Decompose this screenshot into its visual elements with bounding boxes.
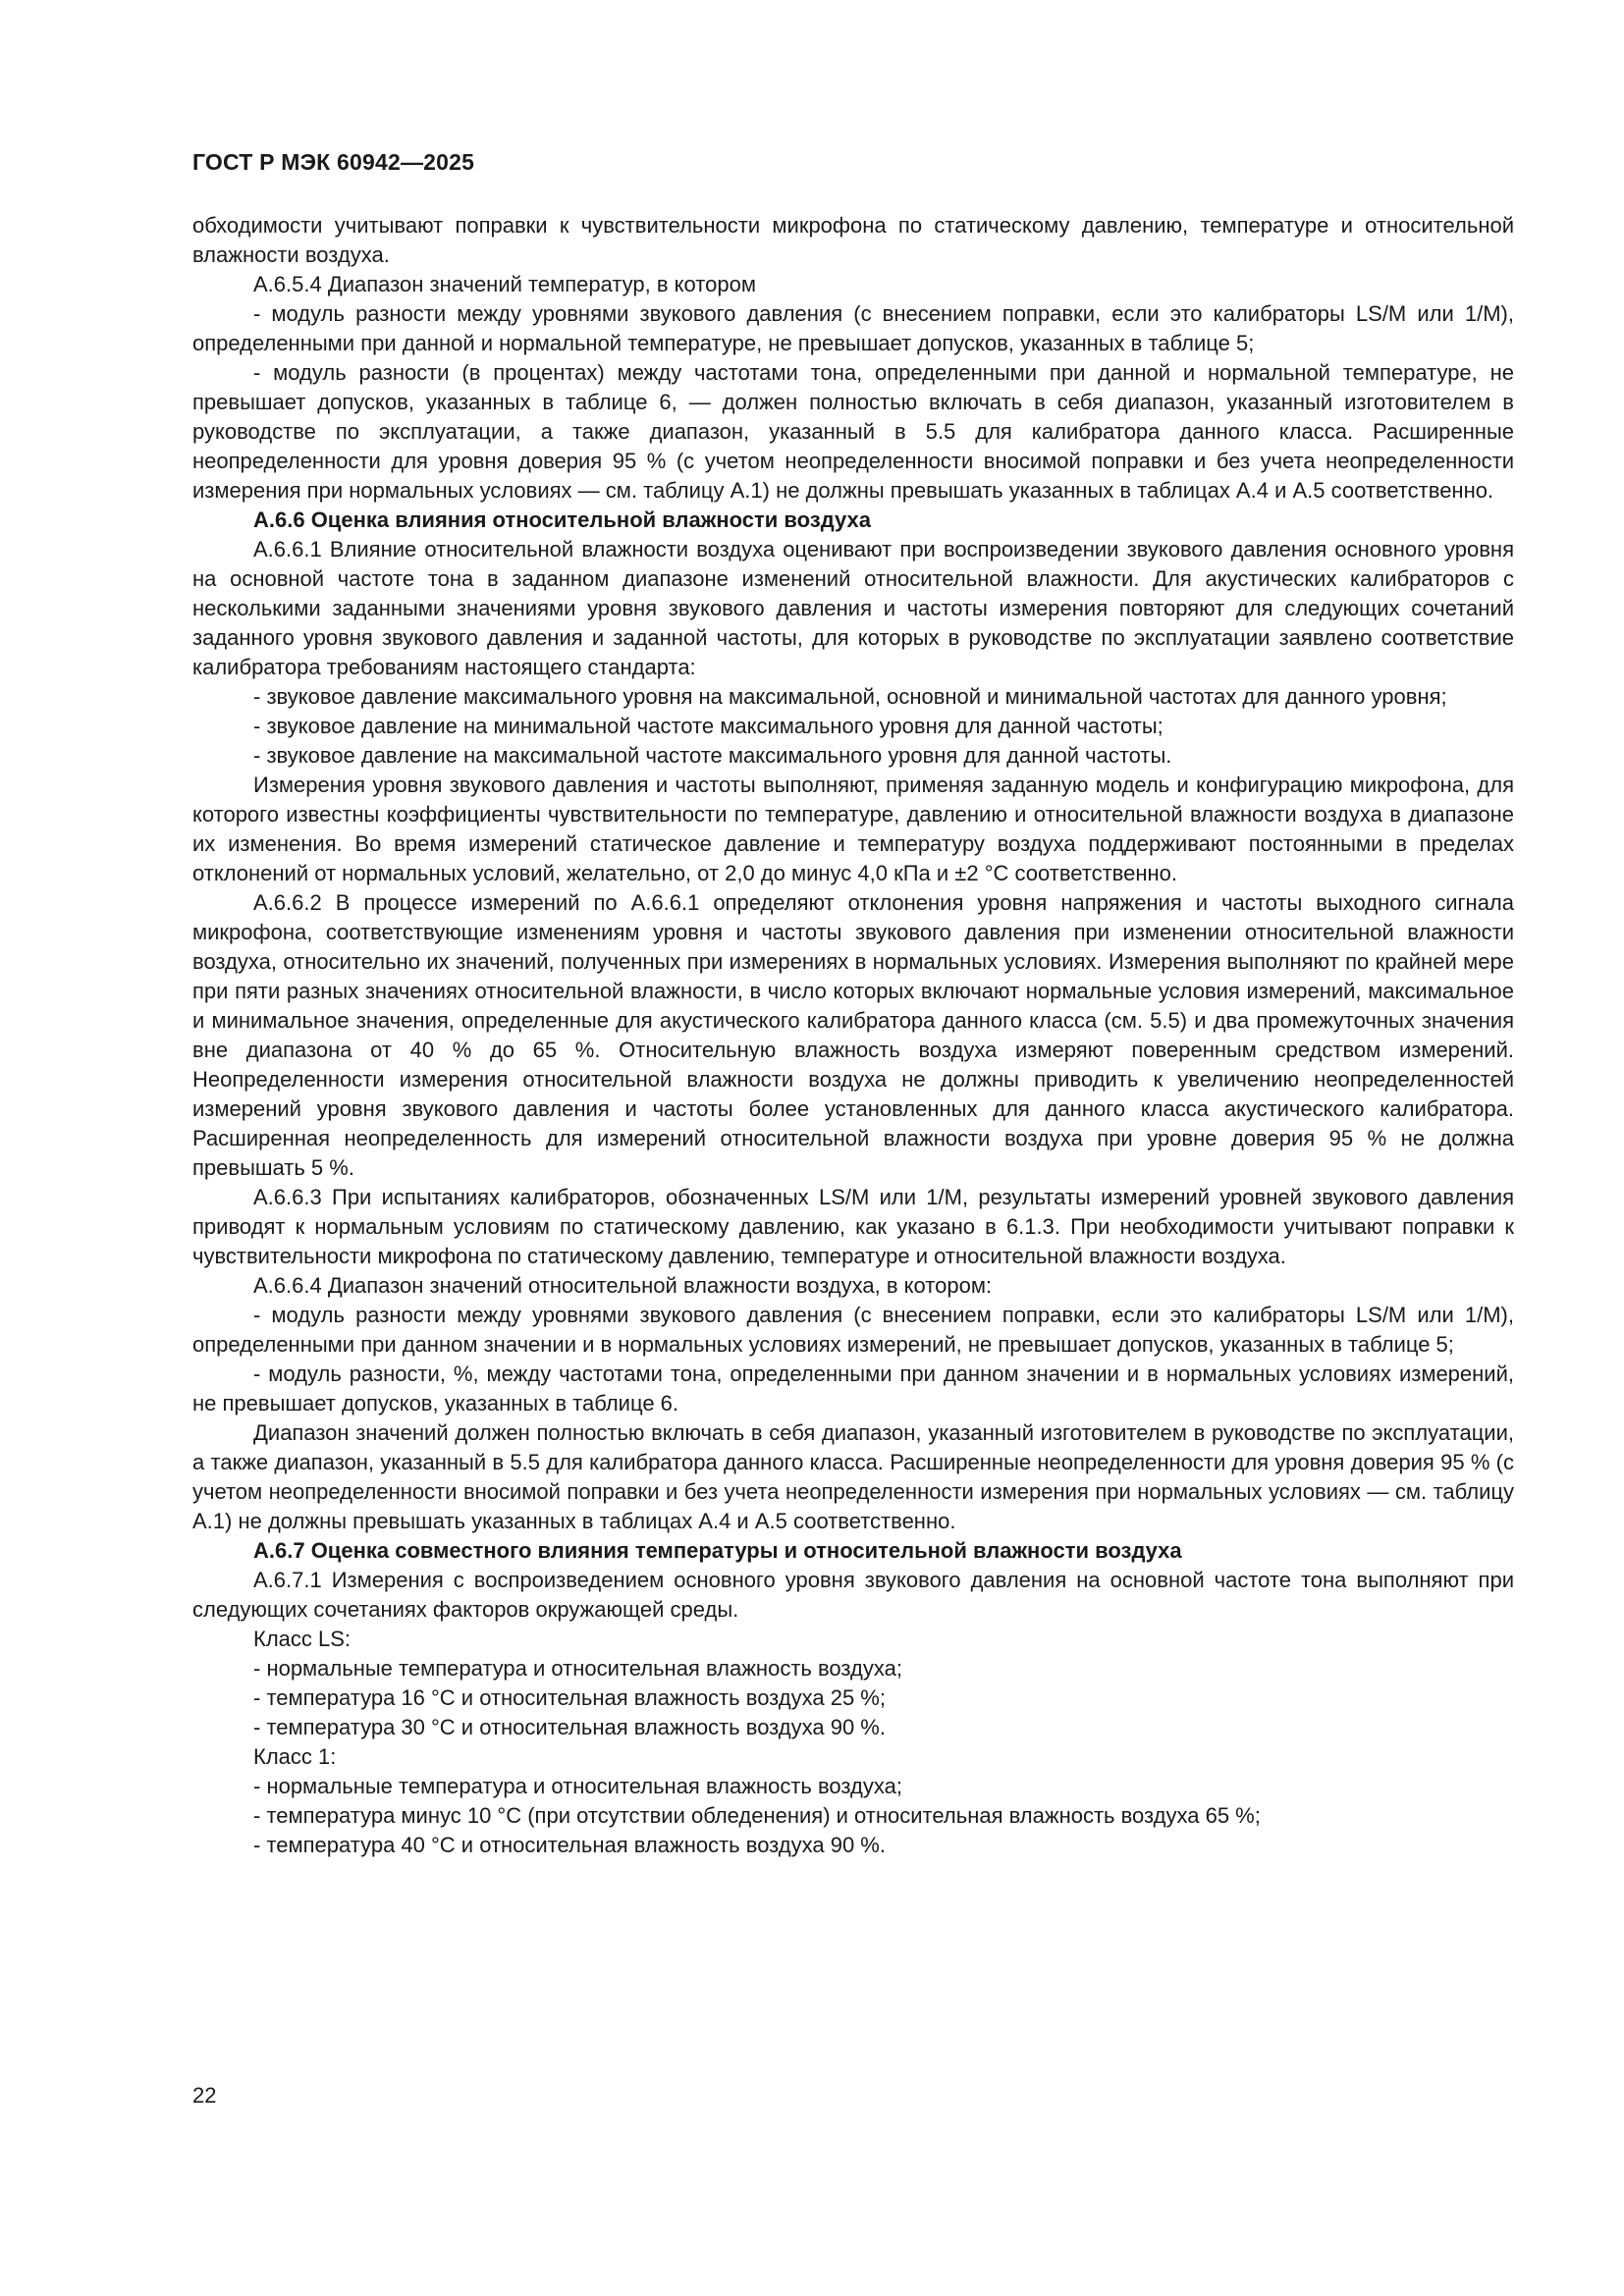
section-heading: А.6.6 Оценка влияния относительной влажности воздуха xyxy=(253,507,871,532)
paragraph: - температура 40 °C и относительная влажность воздуха 90 %. xyxy=(253,1833,886,1857)
paragraph: - звуковое давление максимального уровня на максимальной, основной и минимальной частотах для данного уровня; xyxy=(253,684,1447,709)
paragraph: - модуль разности (в процентах) между частотами тона, определенными при данной и нормальной температуре, не превышает допусков, указанных в таблице 6, — должен полностью включать в себя диапазон, указанный изготовителем в руководстве по эксплуатации, а также диапазон, указанный в 5.5 для калибратора данного класса. Расширенные неопределенности для уровня доверия 95 % (с учетом неопределенности вносимой поправки и без учета неопределенности измерения при нормальных условиях — см. таблицу А.1) не должны превышать указанных в таблицах А.4 и А.5 соответственно. xyxy=(192,360,1514,503)
paragraph: обходимости учитывают поправки к чувствительности микрофона по статическому давлению, температуре и относительной влажности воздуха. xyxy=(192,213,1514,267)
section-heading: А.6.7 Оценка совместного влияния температуры и относительной влажности воздуха xyxy=(253,1538,1182,1563)
paragraph: - модуль разности между уровнями звукового давления (с внесением поправки, если это калибраторы LS/M или 1/M), определенными при данном значении и в нормальных условиях измерений, не превышает допусков, указанных в таблице 5; xyxy=(192,1303,1514,1357)
document-body xyxy=(192,211,1514,1860)
paragraph: - температура минус 10 °C (при отсутствии обледенения) и относительная влажность воздуха 65 %; xyxy=(253,1803,1261,1828)
paragraph: А.6.6.3 При испытаниях калибраторов, обозначенных LS/M или 1/M, результаты измерений уровней звукового давления приводят к нормальным условиям по статическому давлению, как указано в 6.1.3. При необходимости учитывают поправки к чувствительности микрофона по статическому давлению, температуре и относительной влажности воздуха. xyxy=(192,1185,1514,1268)
paragraph: Измерения уровня звукового давления и частоты выполняют, применяя заданную модель и конфигурацию микрофона, для которого известны коэффициенты чувствительности по температуре, давлению и относительной влажности воздуха в диапазоне их изменения. Во время измерений статическое давление и температуру воздуха поддерживают постоянными в пределах отклонений от нормальных условий, желательно, от 2,0 до минус 4,0 кПа и ±2 °C соответственно. xyxy=(192,773,1514,885)
paragraph: А.6.6.1 Влияние относительной влажности воздуха оценивают при воспроизведении звукового давления основного уровня на основной частоте тона в заданном диапазоне изменений относительной влажности. Для акустических калибраторов с несколькими заданными значениями уровня звукового давления и частоты измерения повторяют для следующих сочетаний заданного уровня звукового давления и заданной частоты, для которых в руководстве по эксплуатации заявлено соответствие калибратора требованиям настоящего стандарта: xyxy=(192,537,1514,679)
paragraph: - звуковое давление на максимальной частоте максимального уровня для данной частоты. xyxy=(253,743,1172,768)
paragraph: А.6.5.4 Диапазон значений температур, в котором xyxy=(253,272,756,296)
paragraph: - модуль разности, %, между частотами тона, определенными при данном значении и в нормальных условиях измерений, не превышает допусков, указанных в таблице 6. xyxy=(192,1362,1514,1415)
paragraph: - звуковое давление на минимальной частоте максимального уровня для данной частоты; xyxy=(253,714,1164,738)
paragraph: - нормальные температура и относительная влажность воздуха; xyxy=(253,1774,902,1798)
running-header: ГОСТ Р МЭК 60942—2025 xyxy=(192,149,475,175)
paragraph: - нормальные температура и относительная влажность воздуха; xyxy=(253,1656,902,1681)
paragraph: А.6.6.2 В процессе измерений по А.6.6.1 определяют отклонения уровня напряжения и частоты выходного сигнала микрофона, соответствующие изменениям уровня и частоты звукового давления при изменении относительной влажности воздуха, относительно их значений, полученных при измерениях в нормальных условиях. Измерения выполняют по крайней мере при пяти разных значениях относительной влажности, в число которых включают нормальные условия измерений, максимальное и минимальное значения, определенные для акустического калибратора данного класса (см. 5.5) и два промежуточных значения вне диапазона от 40 % до 65 %. Относительную влажность воздуха измеряют поверенным средством измерений. Неопределенности измерения относительной влажности воздуха не должны приводить к увеличению неопределенностей измерений уровня звукового давления и частоты более установленных для данного класса акустического калибратора. Расширенная неопределенность для измерений относительной влажности воздуха при уровне доверия 95 % не должна превышать 5 %. xyxy=(192,890,1514,1180)
paragraph: Класс LS: xyxy=(253,1627,352,1651)
page-number: 22 xyxy=(192,2083,217,2108)
paragraph: Диапазон значений должен полностью включать в себя диапазон, указанный изготовителем в руководстве по эксплуатации, а также диапазон, указанный в 5.5 для калибратора данного класса. Расширенные неопределенности для уровня доверия 95 % (с учетом неопределенности вносимой поправки и без учета неопределенности измерения при нормальных условиях — см. таблицу А.1) не должны превышать указанных в таблицах А.4 и А.5 соответственно. xyxy=(192,1420,1514,1533)
paragraph: А.6.6.4 Диапазон значений относительной влажности воздуха, в котором: xyxy=(253,1273,993,1298)
paragraph: А.6.7.1 Измерения с воспроизведением основного уровня звукового давления на основной частоте тона выполняют при следующих сочетаниях факторов окружающей среды. xyxy=(192,1568,1514,1622)
paragraph: - модуль разности между уровнями звукового давления (с внесением поправки, если это калибраторы LS/M или 1/M), определенными при данной и нормальной температуре, не превышает допусков, указанных в таблице 5; xyxy=(192,301,1514,355)
paragraph: Класс 1: xyxy=(253,1744,337,1769)
paragraph: - температура 30 °C и относительная влажность воздуха 90 %. xyxy=(253,1715,886,1739)
paragraph: - температура 16 °C и относительная влажность воздуха 25 %; xyxy=(253,1685,886,1710)
